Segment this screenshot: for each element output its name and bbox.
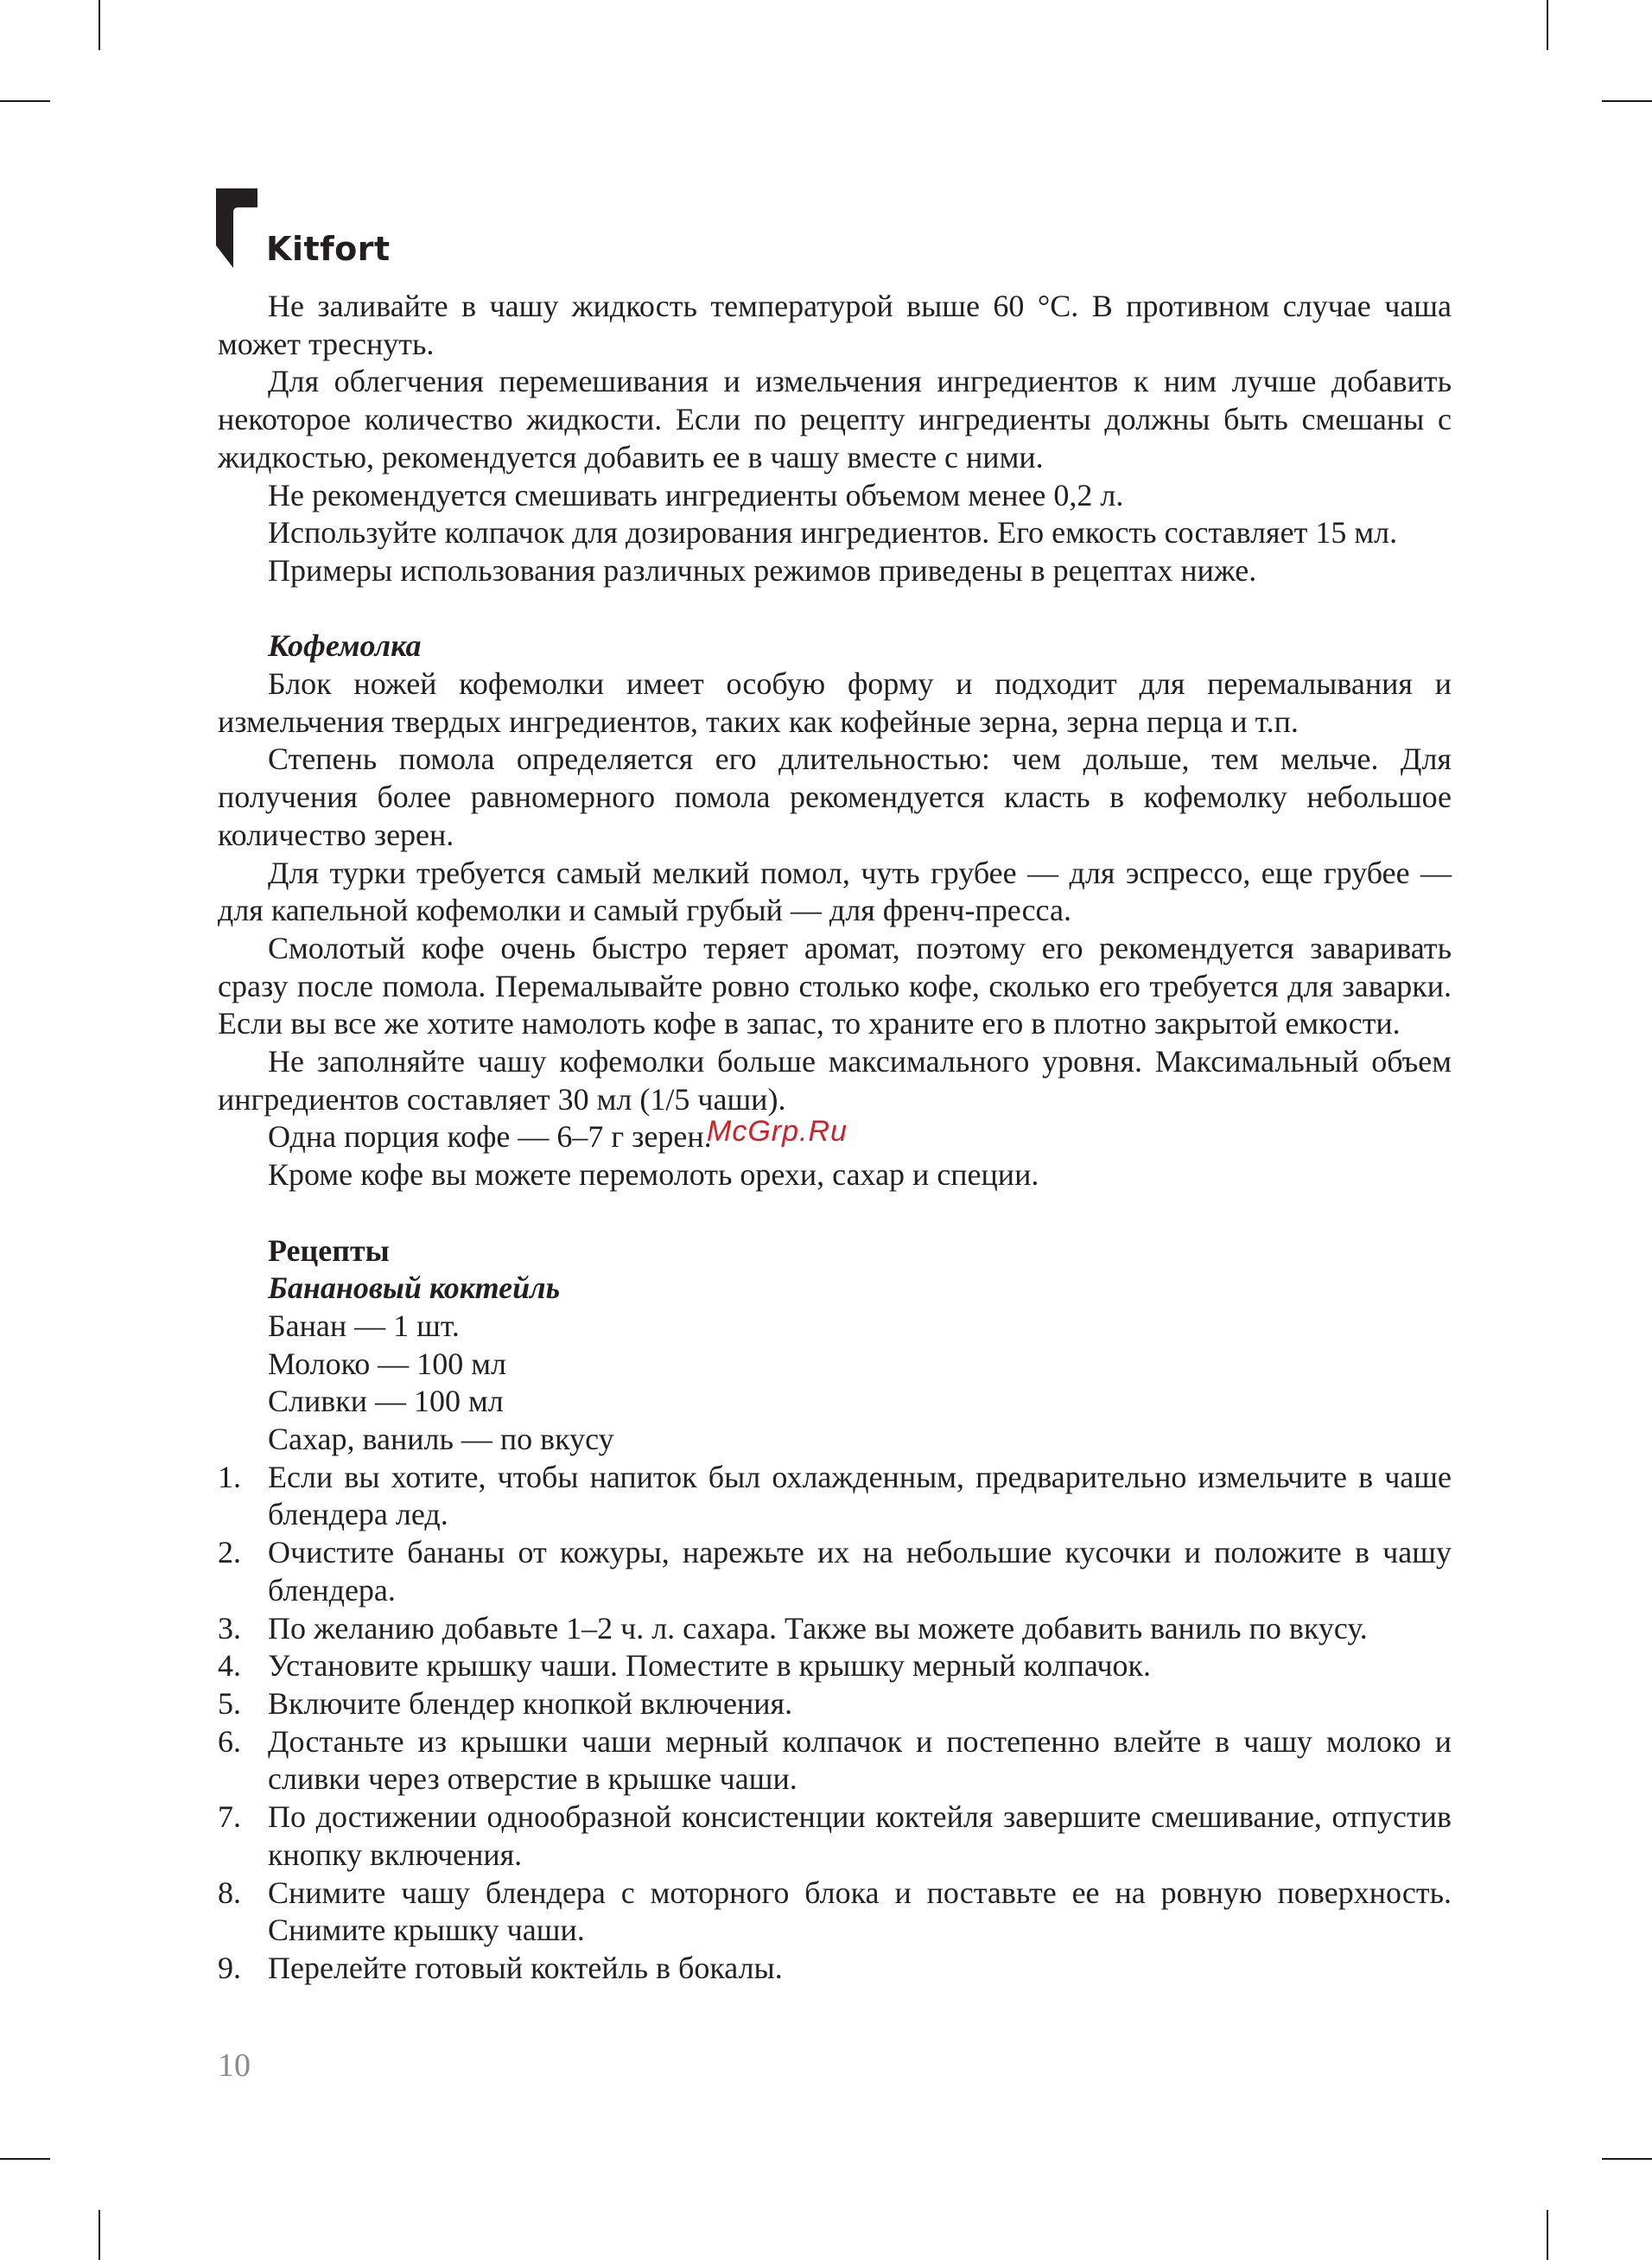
page-number: 10 [218,2047,251,2084]
paragraph: Блок ножей кофемолки имеет особую форму и подходит для перемалывания и измельчения твердых ингредиентов, таких как кофейные зерна, зерна перца и т.п. [218,666,1452,739]
recipe-step: 5. Включите блендер кнопкой включения. [218,1685,793,1721]
paragraph: Не рекомендуется смешивать ингредиенты объемом менее 0,2 л. [268,477,1124,512]
ingredient: Молоко — 100 мл [268,1346,507,1381]
section-heading-recipes: Рецепты [268,1232,390,1268]
paragraph: Одна порция кофе — 6–7 г зерен. [268,1119,712,1155]
recipe-step: 9. Перелейте готовый коктейль в бокалы. [218,1950,783,1985]
paragraph: Кроме кофе вы можете перемолоть орехи, сахар и специи. [268,1157,1039,1193]
paragraph: Используйте колпачок для дозирования ингредиентов. Его емкость составляет 15 мл. [268,515,1398,551]
crop-mark [0,2158,50,2160]
paragraph: Смолотый кофе очень быстро теряет аромат, поэтому его рекомендуется заваривать сразу после помола. Перемалывайте ровно столько кофе, сколько его требуется для заварки. Если вы все же хотите намолоть кофе в запас, то храните его в плотно закрытой емкости. [218,930,1452,1041]
recipe-step: 3. По желанию добавьте 1–2 ч. л. сахара. Также вы можете добавить ваниль по вкусу. [218,1610,1368,1646]
recipe-step: 8. Снимите чашу блендера с моторного блока и поставьте ее на ровную поверхность. Снимите крышку чаши. [218,1875,1452,1948]
crop-mark [1547,0,1548,50]
paragraph: Примеры использования различных режимов приведены в рецептах ниже. [268,552,1257,588]
crop-mark [98,0,100,50]
paragraph: Не заполняйте чашу кофемолки больше максимального уровня. Максимальный объем ингредиентов составляет 30 мл (1/5 чаши). [218,1044,1452,1117]
ingredient: Сливки — 100 мл [268,1384,504,1419]
brand-name: Kitfort [266,230,391,268]
section-heading-grinder: Кофемолка [268,628,422,664]
crop-mark [1602,2158,1652,2160]
paragraph: Степень помола определяется его длительностью: чем дольше, тем мельче. Для получения более равномерного помола рекомендуется класть в кофемолку небольшое количество зерен. [218,742,1452,852]
paragraph: Не заливайте в чашу жидкость температурой выше 60 °С. В противном случае чаша может треснуть. [218,289,1452,361]
crop-mark [1547,2210,1548,2260]
recipe-step: 4. Установите крышку чаши. Поместите в крышку мерный колпачок. [218,1648,1152,1684]
ingredient: Банан — 1 шт. [268,1308,460,1343]
recipe-title: Банановый коктейль [268,1270,561,1306]
ingredient: Сахар, ваниль — по вкусу [268,1422,614,1457]
paragraph: Для турки требуется самый мелкий помол, чуть грубее — для эспрессо, еще грубее — для капельной кофемолки и самый грубый — для френч-пресса. [218,855,1452,928]
recipe-step: 7. По достижении однообразной консистенции коктейля завершите смешивание, отпустив кнопку включения. [218,1799,1452,1872]
recipe-step: 1. Если вы хотите, чтобы напиток был охлажденным, предварительно измельчите в чаше блендера лед. [218,1459,1452,1532]
crop-mark [0,100,50,102]
kitfort-logo-icon [216,188,257,268]
paragraph: Для облегчения перемешивания и измельчения ингредиентов к ним лучше добавить некоторое количество жидкости. Если по рецепту ингредиенты должны быть смешаны с жидкостью, рекомендуется добавить ее в чашу вместе с ними. [218,364,1452,474]
crop-mark [1602,100,1652,102]
recipe-steps [218,1459,1452,1988]
watermark: McGrp.Ru [707,1115,848,1148]
recipe-step: 2. Очистите бананы от кожуры, нарежьте их на небольшие кусочки и положите в чашу блендера. [218,1535,1452,1607]
crop-mark [98,2210,100,2260]
recipe-step: 6. Достаньте из крышки чаши мерный колпачок и постепенно влейте в чашу молоко и сливки через отверстие в крышке чаши. [218,1723,1452,1797]
